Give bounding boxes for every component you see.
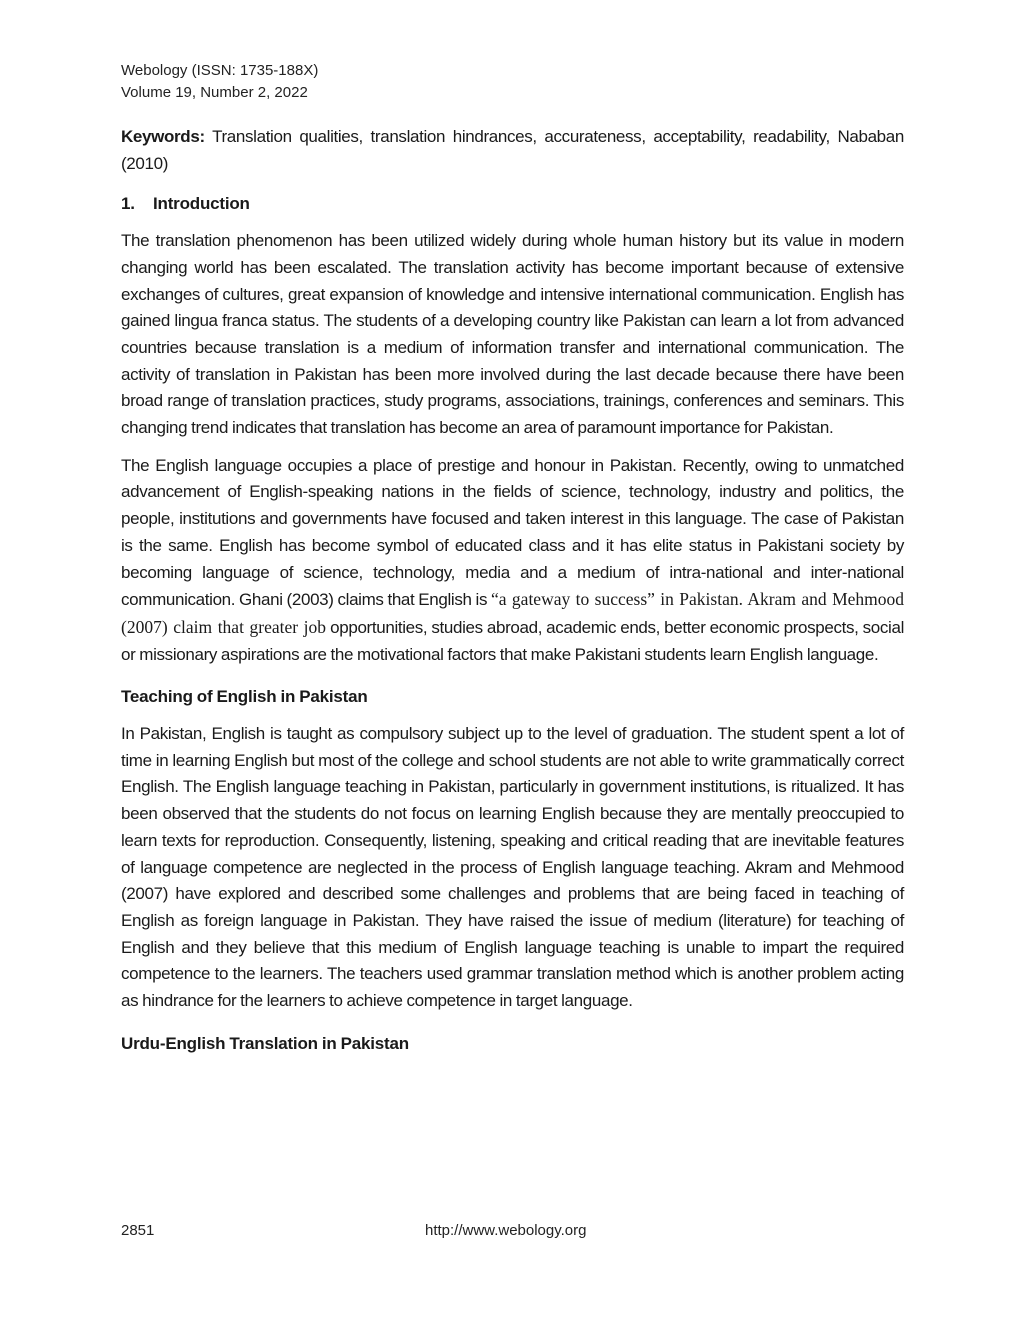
subheading-teaching-english: Teaching of English in Pakistan (121, 687, 368, 707)
running-header (121, 60, 318, 104)
intro-paragraph-2-serif-text: “a gateway to success” in Pakistan. Akram and Mehmood (2007) claim that greater job (121, 589, 905, 637)
section-number: 1. (121, 194, 135, 214)
volume-issue-line: Volume 19, Number 2, 2022 (121, 84, 308, 101)
journal-title-line: Webology (ISSN: 1735-188X) (121, 62, 319, 79)
intro-paragraph-2 (121, 453, 904, 669)
keywords-list: Translation qualities, translation hindrances, accurateness, acceptability, readability, Nababan (2010) (121, 127, 904, 173)
intro-paragraph-1: The translation phenomenon has been utilized widely during whole human history but its value in modern changing world has been escalated. The translation activity has become important because of extensive exchanges of cultures, great expansion of knowledge and intensive international communication. English has gained lingua franca status. The students of a developing country like Pakistan can learn a lot from advanced countries because translation is a medium of information transfer and international communication. The activity of translation in Pakistan has been more involved during the last decade because there have been broad range of translation practices, study programs, associations, trainings, conferences and seminars. This changing trend indicates that translation has become an area of paramount importance for Pakistan. (121, 231, 904, 438)
teaching-paragraph: In Pakistan, English is taught as compulsory subject up to the level of graduation. The student spent a lot of time in learning English but most of the college and school students are not able to write grammatically correct English. The English language teaching in Pakistan, particularly in government institutions, is ritualized. It has been observed that the students do not focus on learning English because they are mentally preoccupied to learn texts for reproduction. Consequently, listening, speaking and critical reading that are inevitable features of language competence are neglected in the process of English language teaching. Akram and Mehmood (2007) have explored and described some challenges and problems that are being faced in teaching of English as foreign language in Pakistan. They have raised the issue of medium (literature) for teaching of English and they believe that this medium of English language teaching is unable to impart the required competence to the learners. The teachers used grammar translation method which is another problem acting as hindrance for the learners to achieve competence in target language. (121, 724, 904, 1011)
intro-paragraph-2-text-a: The English language occupies a place of prestige and honour in Pakistan. Recently, owing to unmatched advancement of English-speaking nations in the fields of science, technology, industry and politics, the people, institutions and governments have focused and taken interest in this language. The case of Pakistan is the same. English has become symbol of educated class and it has elite status in Pakistani society by becoming language of science, technology, media and a medium of intra-national and inter-national communication. Ghani (2003) claims that English is (121, 455, 904, 610)
subheading-urdu-english-translation: Urdu-English Translation in Pakistan (121, 1033, 409, 1053)
keywords-block (121, 124, 904, 177)
page-number: 2851 (121, 1222, 155, 1239)
footer-url-link[interactable]: http://www.webology.org (425, 1222, 587, 1239)
section-title: Introduction (153, 194, 250, 214)
intro-paragraph-2-text-b: opportunities, studies abroad, academic ends, better economic prospects, social or missionary aspirations are the motivational factors that make Pakistani students learn English language. (121, 617, 904, 664)
section-heading-introduction (121, 191, 904, 218)
page-body (121, 124, 904, 1068)
keywords-label: Keywords: (121, 127, 205, 146)
